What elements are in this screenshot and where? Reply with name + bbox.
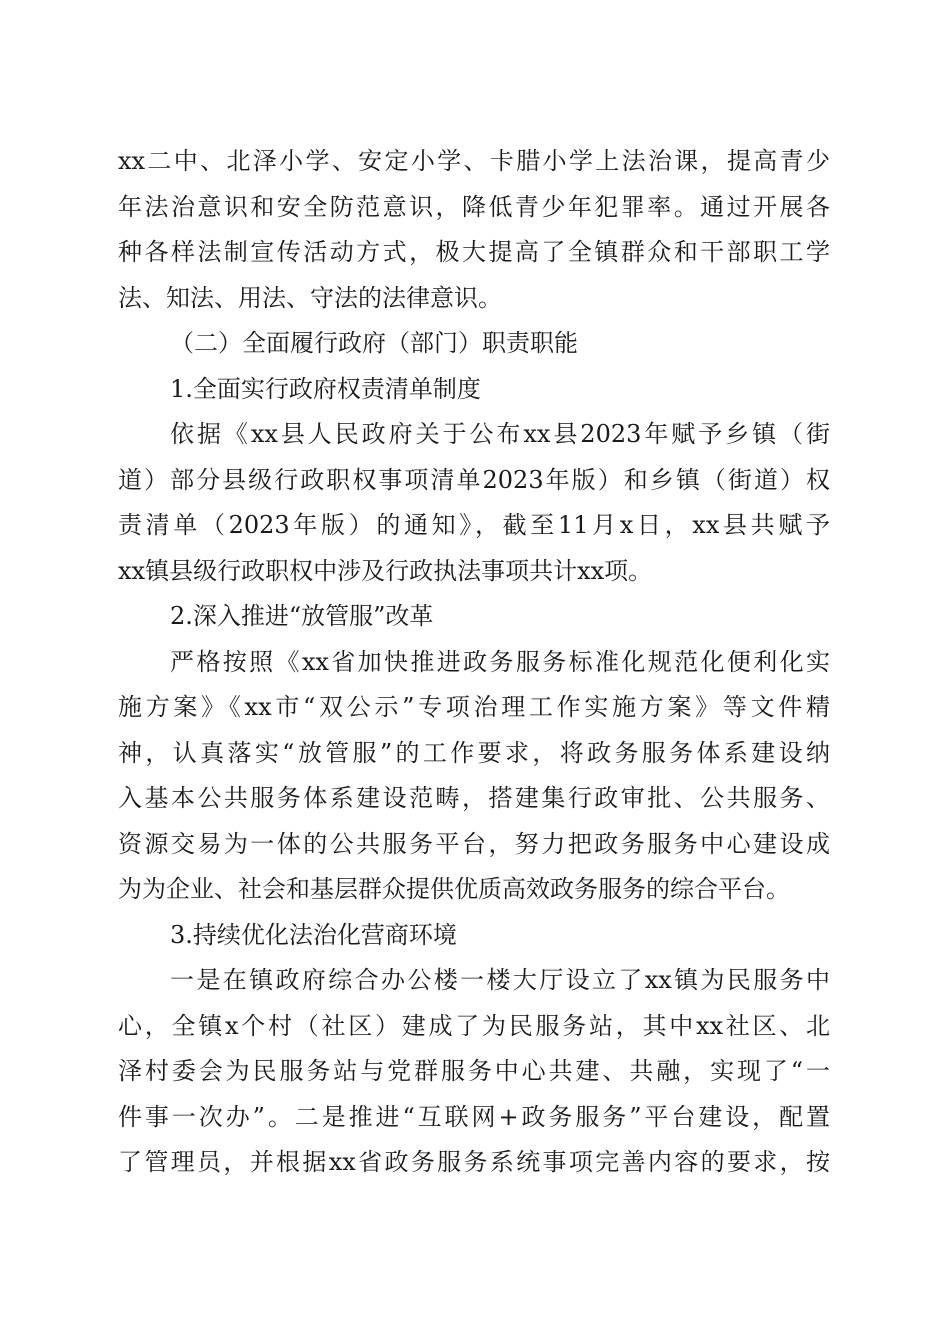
text-line: 年法治意识和安全防范意识，降低青少年犯罪率。通过开展各 bbox=[118, 192, 830, 221]
text-line: 严格按照《xx省加快推进政务服务标准化规范化便利化实 bbox=[170, 647, 830, 676]
text-line: 责清单（2023年版）的通知》，截至11月x日，xx县共赋予 bbox=[118, 511, 830, 539]
text-line: 一是在镇政府综合办公楼一楼大厅设立了xx镇为民服务中 bbox=[170, 966, 830, 994]
document-body bbox=[118, 139, 830, 1186]
text-line: xx镇县级行政职权中涉及行政执法事项共计xx项。 bbox=[118, 556, 653, 585]
text-line: 神，认真落实“放管服”的工作要求，将政务服务体系建设纳 bbox=[118, 738, 830, 767]
text-line: 为为企业、社会和基层群众提供优质高效政务服务的综合平台。 bbox=[118, 875, 790, 903]
subsection-heading: 1.全面实行政府权责清单制度 bbox=[170, 374, 481, 403]
text-line: 泽村委会为民服务站与党群服务中心共建、共融，实现了“一 bbox=[118, 1057, 830, 1085]
text-line: 件事一次办”。二是推进“互联网+政务服务”平台建设，配置 bbox=[118, 1102, 830, 1131]
text-line: 道）部分县级行政职权事项清单2023年版）和乡镇（街道）权 bbox=[118, 465, 830, 494]
section-heading: （二）全面履行政府（部门）职责职能 bbox=[170, 329, 578, 357]
text-line: xx二中、北泽小学、安定小学、卡腊小学上法治课，提高青少 bbox=[118, 147, 830, 175]
text-line: 了管理员，并根据xx省政务服务系统事项完善内容的要求，按 bbox=[118, 1148, 830, 1176]
text-line: 资源交易为一体的公共服务平台，努力把政务服务中心建设成 bbox=[118, 829, 830, 858]
text-line: 依据《xx县人民政府关于公布xx县2023年赋予乡镇（街 bbox=[170, 420, 830, 448]
subsection-heading: 2.深入推进“放管服”改革 bbox=[170, 602, 434, 630]
subsection-heading: 3.持续优化法治化营商环境 bbox=[170, 920, 457, 949]
text-line: 入基本公共服务体系建设范畴，搭建集行政审批、公共服务、 bbox=[118, 784, 830, 812]
text-line: 心，全镇x个村（社区）建成了为民服务站，其中xx社区、北 bbox=[118, 1011, 830, 1040]
text-line: 法、知法、用法、守法的法律意识。 bbox=[118, 283, 502, 312]
text-line: 施方案》《xx市“双公示”专项治理工作实施方案》等文件精 bbox=[118, 693, 830, 721]
text-line: 种各样法制宣传活动方式，极大提高了全镇群众和干部职工学 bbox=[118, 238, 830, 266]
